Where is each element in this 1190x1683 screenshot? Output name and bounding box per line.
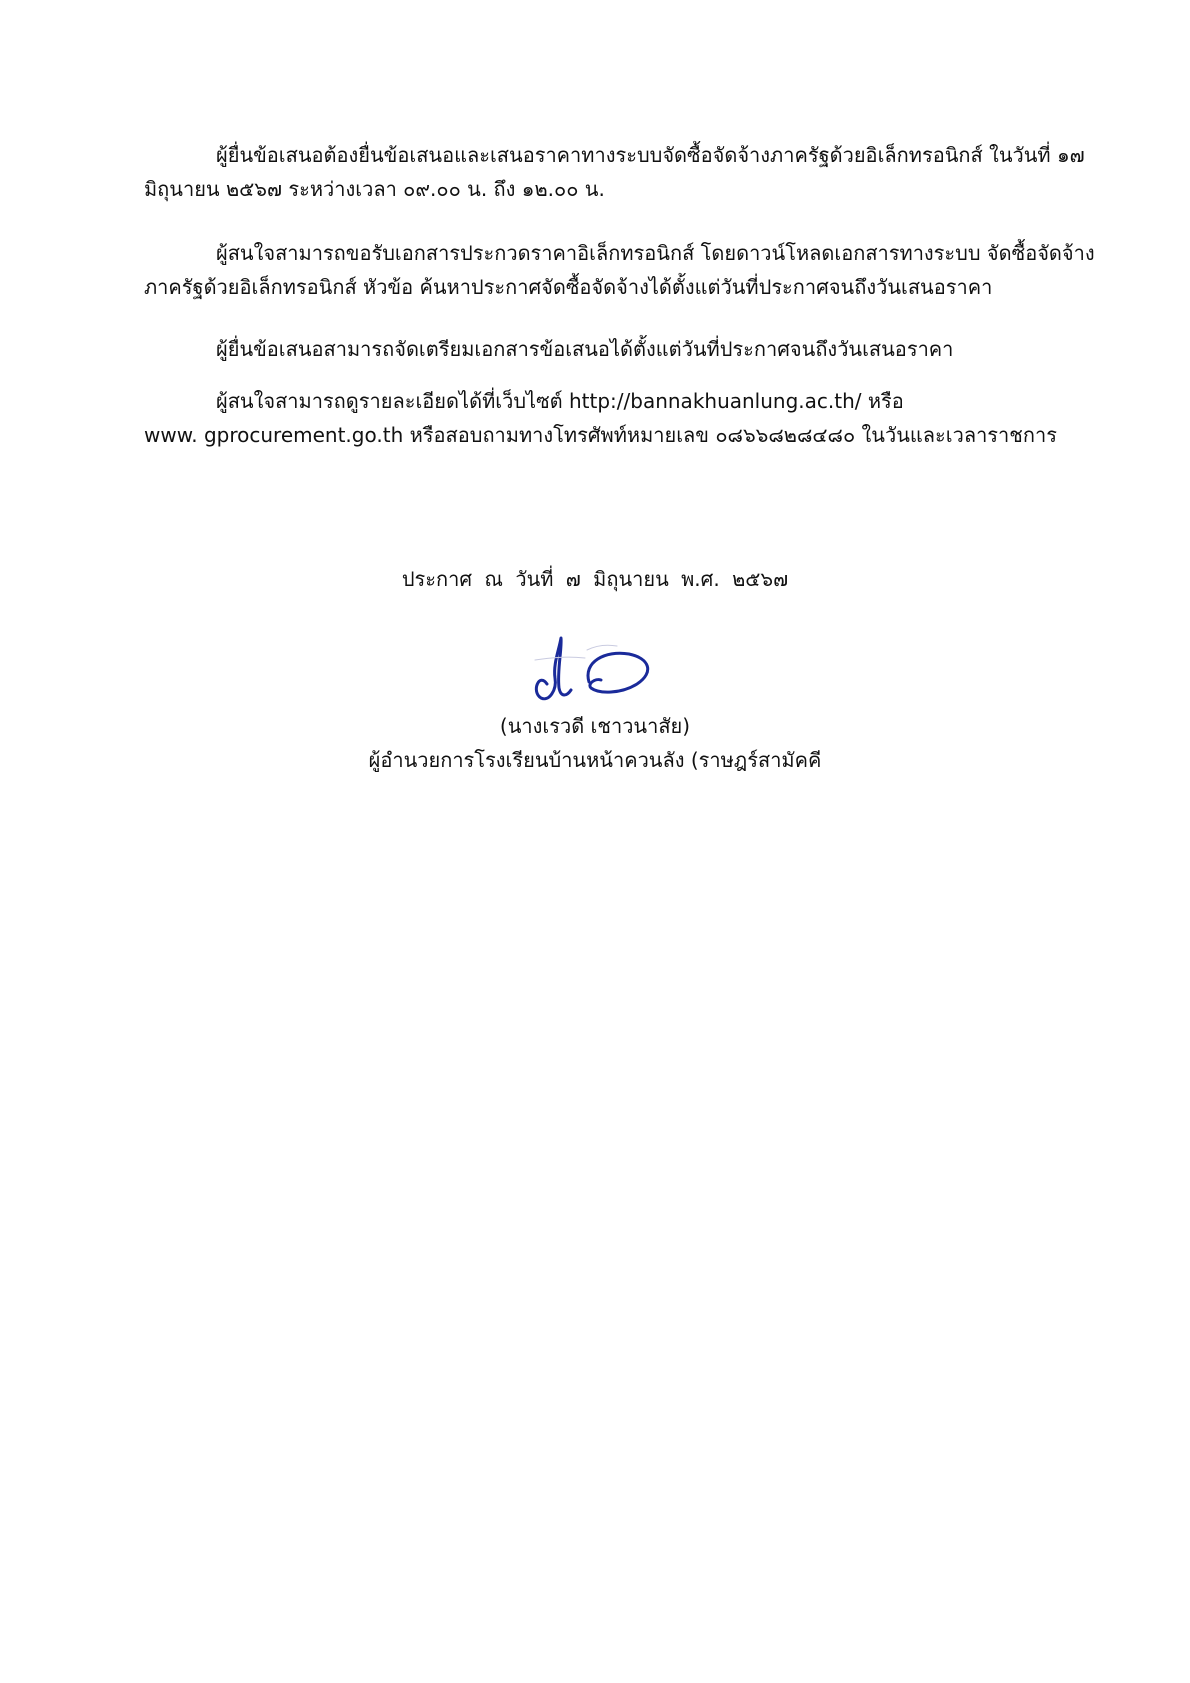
announcement-date: ประกาศ ณ วันที่ ๗ มิถุนายน พ.ศ. ๒๕๖๗ xyxy=(401,567,789,591)
paragraph-line: ภาครัฐด้วยอิเล็กทรอนิกส์ หัวข้อ ค้นหาประกาศจัดซื้อจัดจ้างได้ตั้งแต่วันที่ประกาศจนถึงวันเสนอราคา xyxy=(144,275,993,299)
signature-image xyxy=(525,632,665,708)
signer-title: ผู้อำนวยการโรงเรียนบ้านหน้าควนลัง (ราษฎร์สามัคคี xyxy=(368,748,822,772)
paragraph-download xyxy=(144,236,1095,304)
paragraph-contact xyxy=(144,384,1074,452)
paragraph-line: ผู้สนใจสามารถขอรับเอกสารประกวดราคาอิเล็กทรอนิกส์ โดยดาวน์โหลดเอกสารทางระบบ จัดซื้อจัดจ้าง xyxy=(216,241,1095,265)
signer-name: (นางเรวดี เชาวนาสัย) xyxy=(499,714,691,738)
paragraph-submission xyxy=(144,138,1085,206)
paragraph-line: ผู้ยื่นข้อเสนอสามารถจัดเตรียมเอกสารข้อเสนอได้ตั้งแต่วันที่ประกาศจนถึงวันเสนอราคา xyxy=(216,337,954,361)
paragraph-prepare xyxy=(144,332,1074,366)
paragraph-line: ผู้ยื่นข้อเสนอต้องยื่นข้อเสนอและเสนอราคาทางระบบจัดซื้อจัดจ้างภาครัฐด้วยอิเล็กทรอนิกส์ ในวันที่ ๑๗ xyxy=(216,143,1085,167)
paragraph-line: ผู้สนใจสามารถดูรายละเอียดได้ที่เว็บไซต์ http://bannakhuanlung.ac.th/ หรือ xyxy=(216,389,904,413)
paragraph-line: www. gprocurement.go.th หรือสอบถามทางโทรศัพท์หมายเลข ๐๘๖๖๘๒๘๔๘๐ ในวันและเวลาราชการ xyxy=(144,423,1057,447)
paragraph-line: มิถุนายน ๒๕๖๗ ระหว่างเวลา ๐๙.๐๐ น. ถึง ๑๒.๐๐ น. xyxy=(144,177,605,201)
